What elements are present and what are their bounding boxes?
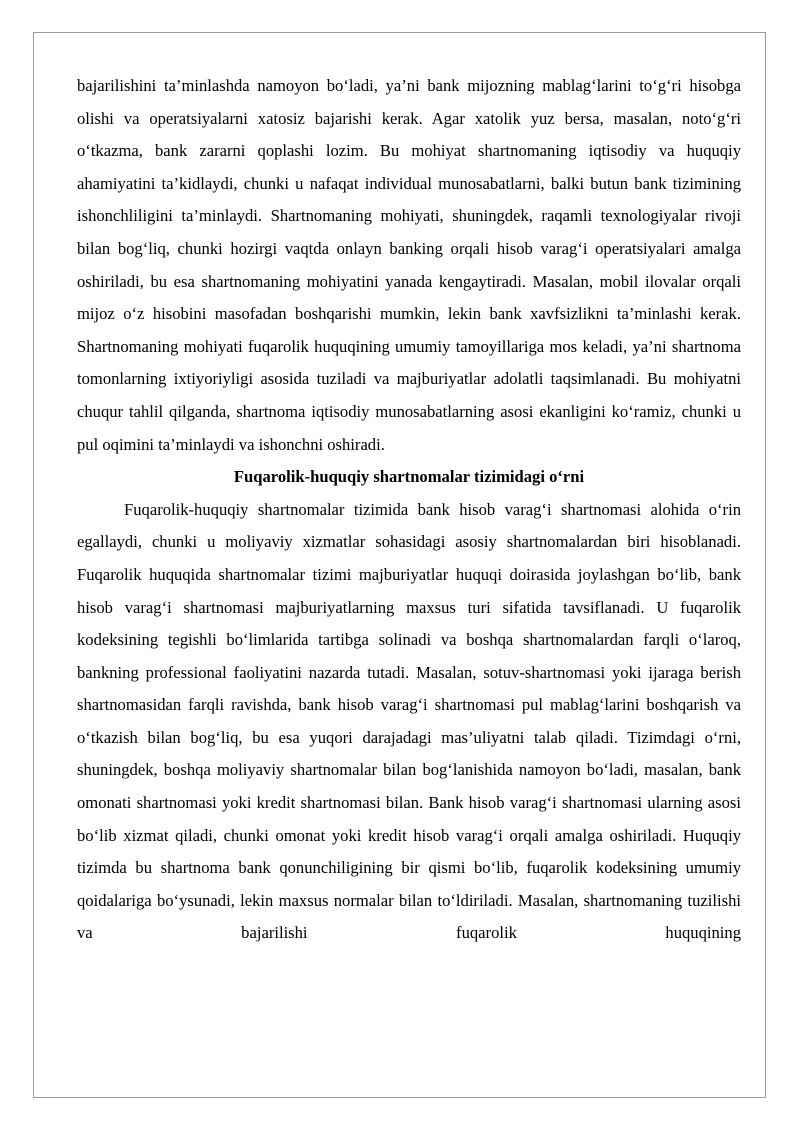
document-body [77,70,741,950]
section-heading: Fuqarolik-huquqiy shartnomalar tizimidagi o‘rni [233,467,585,487]
paragraph-section-body: Fuqarolik-huquqiy shartnomalar tizimida bank hisob varag‘i shartnomasi alohida o‘rin egallaydi, chunki u moliyaviy xizmatlar sohasidagi asosiy shartnomalardan biri hisoblanadi. Fuqarolik huquqida shartnomalar tizimi majburiyatlar huquqi doirasida joylashgan bo‘lib, bank hisob varag‘i shartnomasi majburiyatlarning maxsus turi sifatida tavsiflanadi. U fuqarolik kodeksining tegishli bo‘limlarida tartibga solinadi va boshqa shartnomalardan farqli o‘laroq, bankning professional faoliyatini nazarda tutadi. Masalan, sotuv-shartnomasi yoki ijaraga berish shartnomasidan farqli ravishda, bank hisob varag‘i shartnomasi pul mablag‘larini boshqarish va o‘tkazish bilan bog‘liq, bu esa yuqori darajadagi mas’uliyatni talab qiladi. Tizimdagi o‘rni, shuningdek, boshqa moliyaviy shartnomalar bilan bog‘lanishida namoyon bo‘ladi, masalan, bank omonati shartnomasi yoki kredit shartnomasi bilan. Bank hisob varag‘i shartnomasi ularning asosi bo‘lib xizmat qiladi, chunki omonat yoki kredit hisob varag‘i orqali amalga oshiriladi. Huquqiy tizimda bu shartnoma bank qonunchiligining bir qismi bo‘lib, fuqarolik kodeksining umumiy qoidalariga bo‘ysunadi, lekin maxsus normalar bilan to‘ldiriladi. Masalan, shartnomaning tuzilishi va bajarilishi fuqarolik huquqining [77,499,741,943]
paragraph-continuation: bajarilishini ta’minlashda namoyon bo‘ladi, ya’ni bank mijozning mablag‘larini to‘g‘ri hisobga olishi va operatsiyalarni xatosiz bajarishi kerak. Agar xatolik yuz bersa, masalan, noto‘g‘ri o‘tkazma, bank zararni qoplashi lozim. Bu mohiyat shartnomaning iqtisodiy va huquqiy ahamiyatini ta’kidlaydi, chunki u nafaqat individual munosabatlarni, balki butun bank tizimining ishonchliligini ta’minlaydi. Shartnomaning mohiyati, shuningdek, raqamli texnologiyalar rivoji bilan bog‘liq, chunki hozirgi vaqtda onlayn banking orqali hisob varag‘i operatsiyalari amalga oshiriladi, bu esa shartnomaning mohiyatini yanada kengaytiradi. Masalan, mobil ilovalar orqali mijoz o‘z hisobini masofadan boshqarishi mumkin, lekin bank xavfsizlikni ta’minlashi kerak. Shartnomaning mohiyati fuqarolik huquqining umumiy tamoyillariga mos keladi, ya’ni shartnoma tomonlarning ixtiyoriyligi asosida tuziladi va majburiyatlar adolatli taqsimlanadi. Bu mohiyatni chuqur tahlil qilganda, shartnoma iqtisodiy munosabatlarning asosi ekanligini ko‘ramiz, chunki u pul oqimini ta’minlaydi va ishonchni oshiradi. [77,76,741,454]
